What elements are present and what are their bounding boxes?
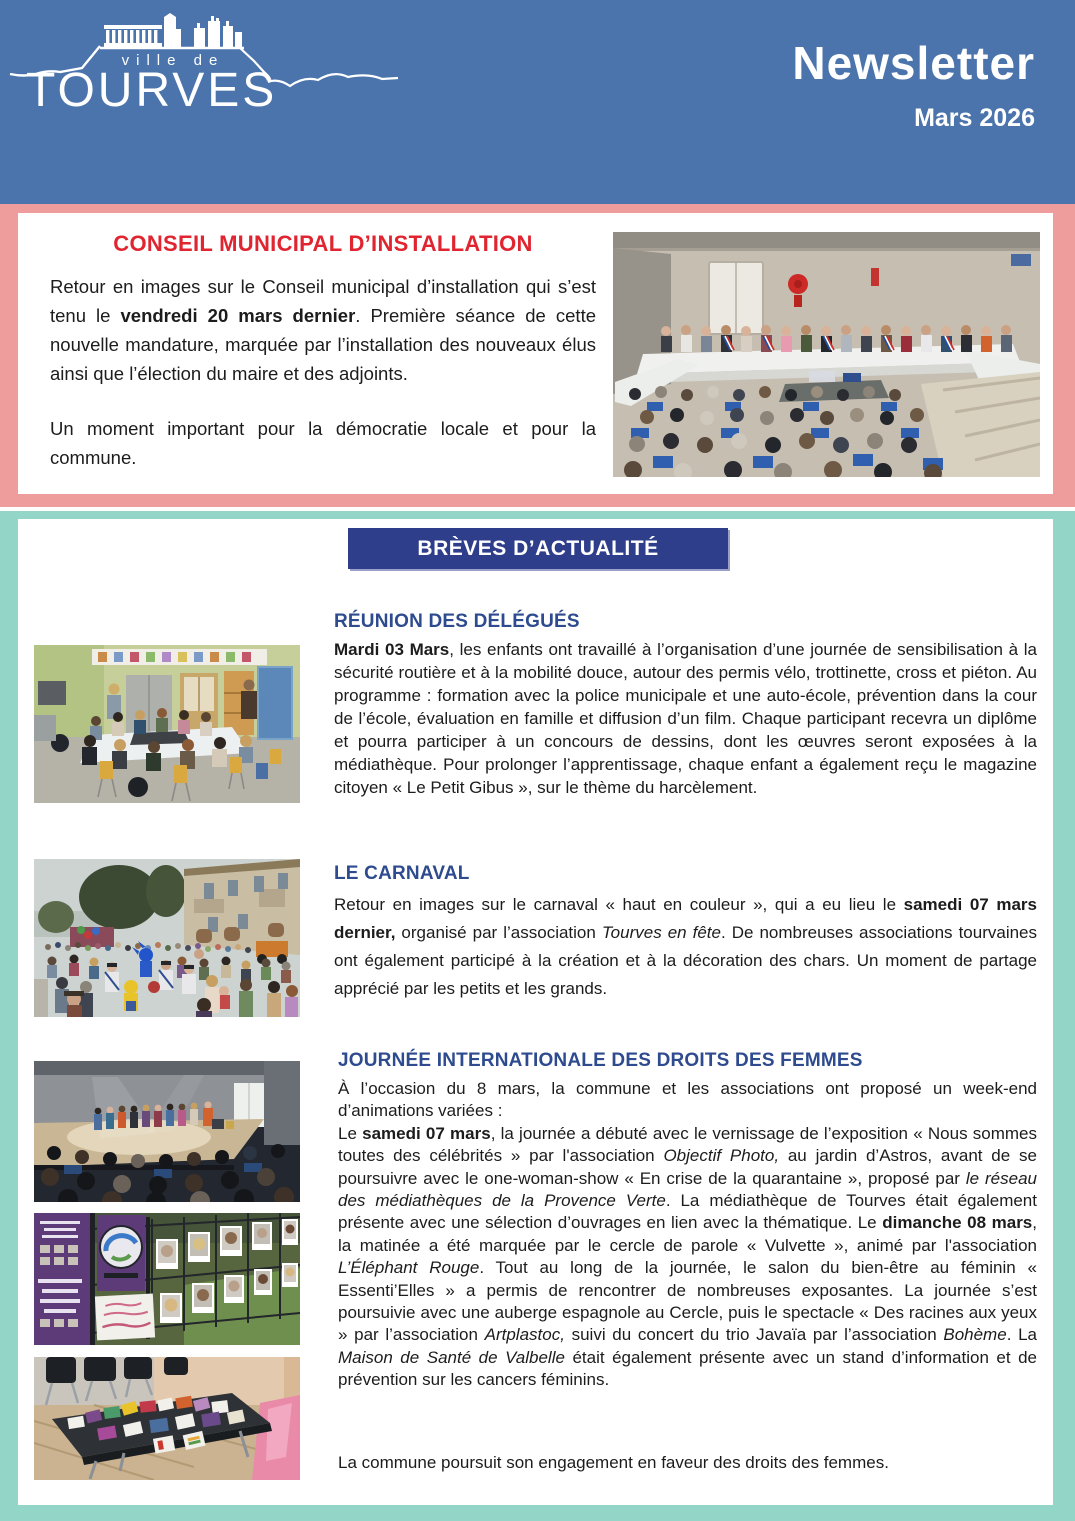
conseil-paragraph-2: Un moment important pour la démocratie locale et pour la commune. bbox=[50, 418, 596, 468]
logo-ville-de-text: ville de bbox=[121, 52, 225, 69]
flyers-table-photo bbox=[34, 1357, 300, 1480]
newsletter-date: Mars 2026 bbox=[914, 104, 1035, 132]
heading-journee-droits-des-femmes: JOURNÉE INTERNATIONALE DES DROITS DES FEMMES bbox=[338, 1050, 863, 1071]
photo-exhibition-photo bbox=[34, 1213, 300, 1345]
body-reunion-des-delegues: Mardi 03 Mars, les enfants ont travaillé à l’organisation d’une journée de sensibilisation à la sécurité routière et à la mobilité douce, autour des permis vélo, trottinette, cross et piéton. Au programme : formation avec la police municipale et une auto-école, prévention dans la cour de l’école, évaluation en famille et diffusion d’un film. Chaque participant recevra un diplôme et pourra participer à un concours de dessins, dont les œuvres seront exposées à la médiathèque. Pour prolonger l’apprentissage, chaque enfant a également reçu le magazine citoyen « Le Petit Gibus », sur le thème du harcèlement. bbox=[334, 640, 1037, 797]
delegates-meeting-photo bbox=[34, 645, 300, 803]
breves-banner bbox=[348, 528, 728, 569]
body-le-carnaval: Retour en images sur le carnaval « haut en couleur », qui a eu lieu le samedi 07 mars dernier, organisé par l’association Tourves en fête. De nombreuses associations tourvaines ont également participé à la création et à la décoration des chars. Un moment de partage apprécié par les petits et les grands. bbox=[334, 895, 1038, 998]
breves-banner-label: BRÈVES D’ACTUALITÉ bbox=[417, 537, 659, 560]
body-journee-droits-des-femmes: À l’occasion du 8 mars, la commune et les associations ont proposé un week-end d’animations variées : Le samedi 07 mars, la journée a débuté avec le vernissage de l’exposition « Nous sommes toutes des célébrités » par l'association Objectif Photo, au jardin d’Astros, avant de se poursuivre avec le one-woman-show « En crise de la quarantaine », proposé par le réseau des médiathèques de la Provence Verte. La médiathèque de Tourves était également présente avec une sélection d’ouvrages en lien avec la thématique. Le dimanche 08 mars, la matinée a été marquée par le cercle de parole « Vulvette », animé par l'association L’Éléphant Rouge. Tout au long de la journée, le salon du bien-être au féminin « Essenti’Elles » a permis de rencontrer de nombreuses exposantes. La journée s’est poursuivie avec une auberge espagnole au Cercle, puis le spectacle « Des racines aux yeux » par l’association Artplastoc, suivi du concert du trio Javaïa par l’association Bohème. La Maison de Santé de Valbelle était également présente avec un stand d’information et de prévention sur les cancers féminins. bbox=[338, 1079, 1038, 1390]
header bbox=[0, 0, 1075, 204]
heading-le-carnaval: LE CARNAVAL bbox=[334, 863, 470, 884]
footer-journee-droits-des-femmes: La commune poursuit son engagement en faveur des droits des femmes. bbox=[338, 1453, 889, 1472]
conseil-paragraph-1: Retour en images sur le Conseil municipal d’installation qui s’est tenu le vendredi 20 mars dernier. Première séance de cette nouvelle mandature, marquée par l’installation des nouveaux élus ainsi que l’élection du maire et des adjoints. bbox=[50, 276, 596, 384]
carnival-photo bbox=[34, 859, 300, 1017]
tourves-logo bbox=[8, 8, 408, 158]
conseil-title: CONSEIL MUNICIPAL D’INSTALLATION bbox=[113, 231, 533, 256]
newsletter-title: Newsletter bbox=[792, 37, 1035, 89]
logo-tourves-text: TOURVES bbox=[26, 64, 278, 117]
heading-reunion-des-delegues: RÉUNION DES DÉLÉGUÉS bbox=[334, 611, 580, 632]
theatre-show-photo bbox=[34, 1061, 300, 1202]
conseil-body bbox=[50, 272, 596, 472]
council-meeting-photo bbox=[613, 232, 1040, 477]
